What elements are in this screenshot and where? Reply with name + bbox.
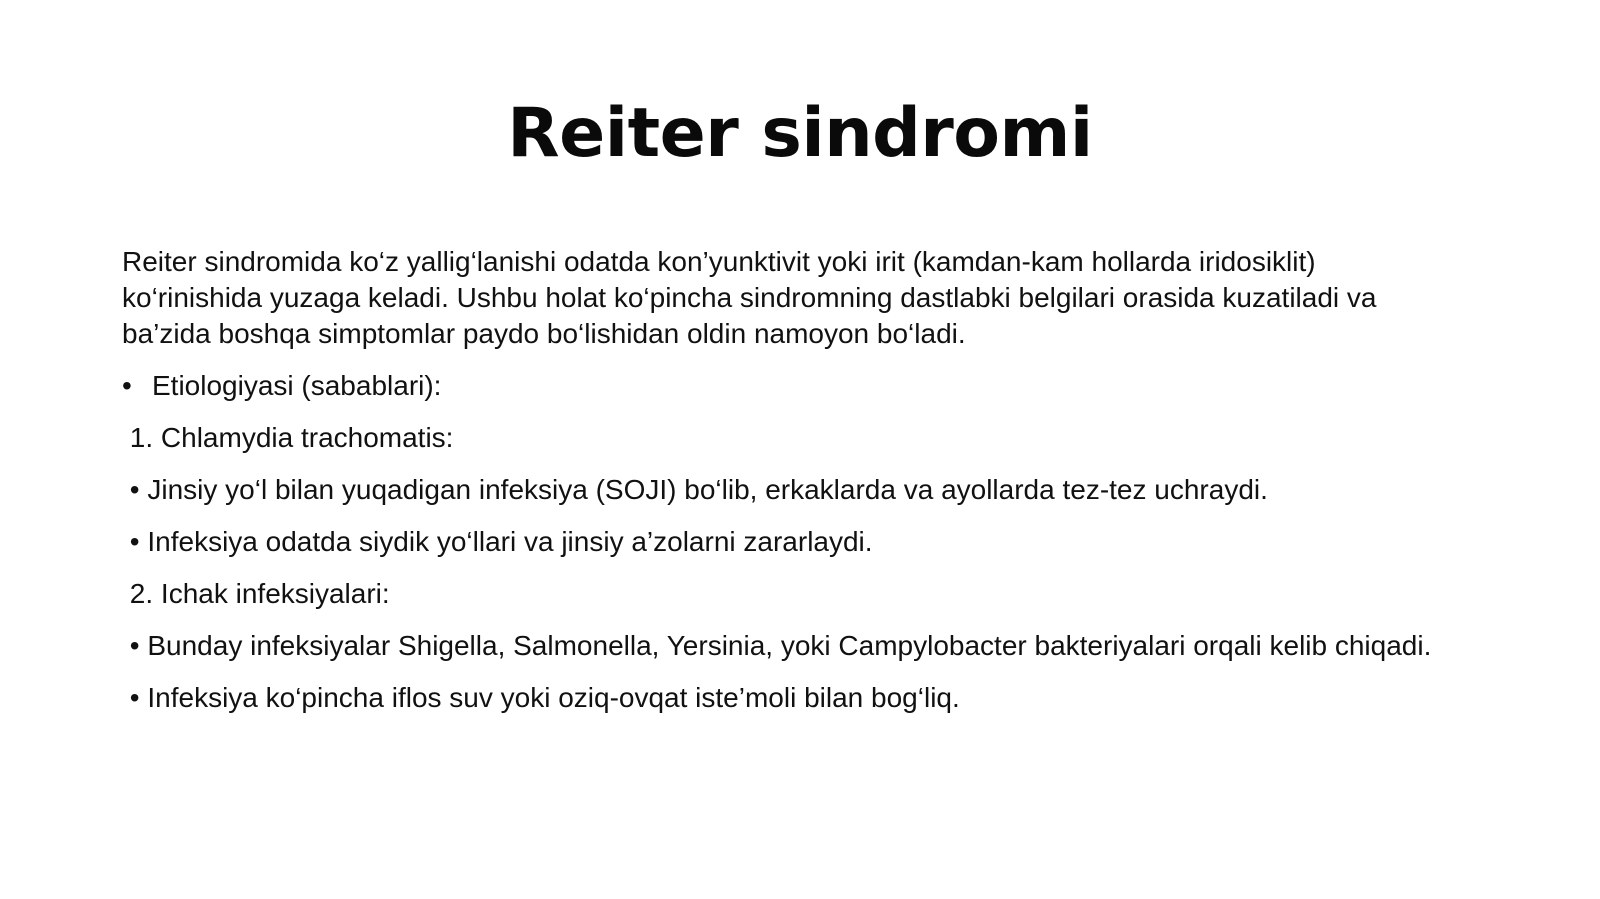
bullet-dot-icon: • (122, 370, 132, 401)
list-item-intestinal-point-2: • Infeksiya ko‘pincha iflos suv yoki oziq-ovqat iste’moli bilan bog‘liq. (122, 682, 960, 713)
list-item-intestinal-heading: 2. Ichak infeksiyalari: (122, 578, 390, 609)
bullet-etiology-text: Etiologiyasi (sabablari): (152, 370, 442, 401)
list-item-chlamydia-point-2: • Infeksiya odatda siydik yo‘llari va jinsiy a’zolarni zararlaydi. (122, 526, 873, 557)
intro-paragraph: Reiter sindromida ko‘z yallig‘lanishi odatda kon’yunktivit yoki irit (kamdan-kam hollarda iridosiklit) ko‘rinishida yuzaga keladi. Ushbu holat ko‘pincha sindromning dastlabki belgilari orasida kuzatiladi va ba’zida boshqa simptomlar paydo bo‘lishidan oldin namoyon bo‘ladi. (122, 246, 1377, 349)
slide-title: Reiter sindromi (507, 94, 1093, 173)
bullet-etiology (122, 368, 1462, 404)
list-item-chlamydia-heading: 1. Chlamydia trachomatis: (122, 422, 454, 453)
slide-body (122, 244, 1462, 732)
list-item-chlamydia-point-1: • Jinsiy yo‘l bilan yuqadigan infeksiya (SOJI) bo‘lib, erkaklarda va ayollarda tez-tez uchraydi. (122, 474, 1268, 505)
list-item-intestinal-point-1: • Bunday infeksiyalar Shigella, Salmonella, Yersinia, yoki Campylobacter bakteriyalari orqali kelib chiqadi. (122, 630, 1432, 661)
